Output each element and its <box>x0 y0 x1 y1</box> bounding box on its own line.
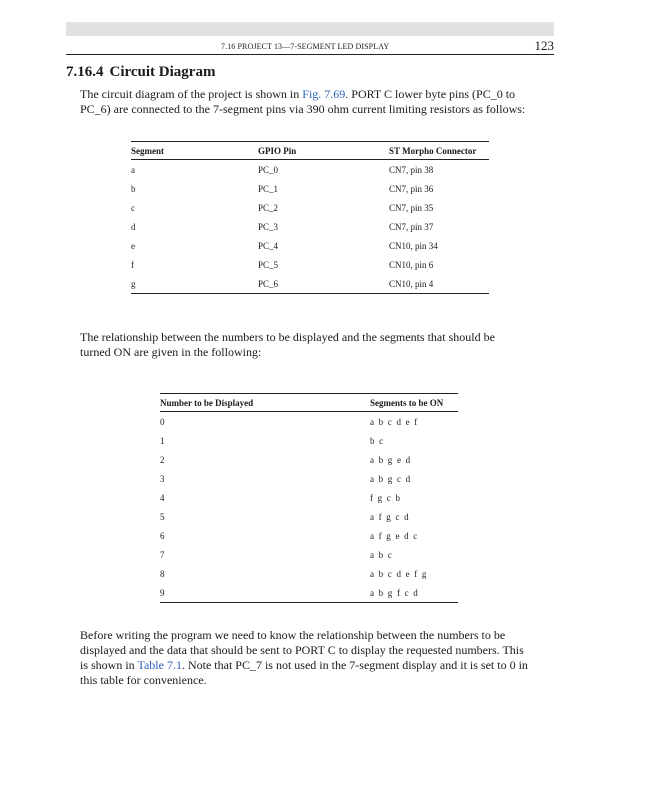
running-title: 7.16 PROJECT 13—7-SEGMENT LED DISPLAY <box>221 42 390 51</box>
table-cell: CN7, pin 36 <box>389 183 434 194</box>
table-row <box>131 160 489 180</box>
table-cell: 5 <box>160 511 165 522</box>
table-cell: 0 <box>160 416 165 427</box>
section-heading <box>66 64 221 81</box>
table-cell: a f g c d <box>370 511 410 522</box>
table-row <box>160 583 458 603</box>
table-cell: a <box>131 164 135 175</box>
table-cell: g <box>131 274 258 294</box>
table-cell: 7 <box>160 549 165 560</box>
relationship-line-2: turned ON are given in the following: <box>80 345 262 359</box>
col-header-gpio: GPIO Pin <box>258 142 389 160</box>
table-row <box>160 545 458 564</box>
table-cell: 2 <box>160 454 165 465</box>
table-row <box>131 217 489 236</box>
table-cell: d <box>131 221 136 232</box>
table-cell: a b g e d <box>370 454 412 465</box>
table-cell: PC_4 <box>258 240 279 251</box>
table-cell: CN7, pin 37 <box>389 221 434 232</box>
segment-table <box>131 141 489 294</box>
table-cell: PC_0 <box>258 164 279 175</box>
table-row <box>160 412 458 432</box>
table-row <box>160 431 458 450</box>
page-number: 123 <box>534 38 554 53</box>
closing-paragraph <box>66 628 554 688</box>
section-title: Circuit Diagram <box>109 64 216 80</box>
section-number: 7.16.4 <box>66 64 104 80</box>
table-row <box>131 198 489 217</box>
table-row <box>160 564 458 583</box>
number-table-header <box>160 394 458 412</box>
table-cell: PC_3 <box>258 221 279 232</box>
table-row <box>131 274 489 294</box>
intro-line-2: PC_6) are connected to the 7-segment pins via 390 ohm current limiting resistors as follows: <box>80 102 526 116</box>
closing-line-3: is shown in Table 7.1. Note that PC_7 is not used in the 7-segment display and it is set to 0 in <box>80 658 528 672</box>
relationship-line-1: The relationship between the numbers to be displayed and the segments that should be <box>80 330 495 344</box>
table-cell: a f g e d c <box>370 530 419 541</box>
table-cell: a b c d e f <box>370 416 419 427</box>
table-cell: 8 <box>160 568 165 579</box>
col-header-segments: Segments to be ON <box>370 394 458 412</box>
table-cell: b c <box>370 435 385 446</box>
table-cell: CN10, pin 6 <box>389 259 434 270</box>
table-cell: PC_5 <box>258 259 279 270</box>
table-cell: 1 <box>160 435 165 446</box>
table-cell: c <box>131 202 135 213</box>
table-cell: PC_6 <box>258 274 389 294</box>
table-cell: 6 <box>160 530 165 541</box>
table-row <box>131 179 489 198</box>
table-row <box>160 488 458 507</box>
table-cell: a b g f c d <box>370 583 458 603</box>
figure-link[interactable]: Fig. 7.69 <box>302 87 346 101</box>
table-link[interactable]: Table 7.1 <box>137 658 182 672</box>
running-head <box>66 38 554 55</box>
table-cell: a b c <box>370 549 393 560</box>
table-cell: PC_2 <box>258 202 279 213</box>
number-table <box>160 393 458 603</box>
header-bar <box>66 22 554 36</box>
table-cell: a b c d e f g <box>370 568 428 579</box>
table-row <box>160 507 458 526</box>
table-row <box>160 469 458 488</box>
closing-line-1: Before writing the program we need to know the relationship between the numbers to be <box>80 628 506 642</box>
closing-line-4: this table for convenience. <box>80 673 207 687</box>
table-cell: a b g c d <box>370 473 412 484</box>
table-cell: 9 <box>160 583 370 603</box>
table-cell: b <box>131 183 136 194</box>
col-header-connector: ST Morpho Connector <box>389 142 489 160</box>
table-cell: CN10, pin 4 <box>389 274 489 294</box>
intro-paragraph <box>66 87 554 117</box>
table-cell: PC_1 <box>258 183 279 194</box>
table-cell: f g c b <box>370 492 402 503</box>
relationship-paragraph <box>66 330 554 360</box>
table-cell: e <box>131 240 135 251</box>
col-header-segment: Segment <box>131 142 258 160</box>
table-cell: 4 <box>160 492 165 503</box>
table-cell: CN10, pin 34 <box>389 240 438 251</box>
segment-table-header <box>131 142 489 160</box>
col-header-number: Number to be Displayed <box>160 394 370 412</box>
table-row <box>131 255 489 274</box>
table-row <box>160 450 458 469</box>
table-row <box>131 236 489 255</box>
closing-line-2: displayed and the data that should be sent to PORT C to display the requested numbers. This <box>80 643 524 657</box>
table-cell: f <box>131 259 134 270</box>
table-row <box>160 526 458 545</box>
table-cell: 3 <box>160 473 165 484</box>
intro-line-1: The circuit diagram of the project is shown in Fig. 7.69. PORT C lower byte pins (PC_0 to <box>80 87 516 101</box>
table-cell: CN7, pin 35 <box>389 202 434 213</box>
table-cell: CN7, pin 38 <box>389 164 434 175</box>
